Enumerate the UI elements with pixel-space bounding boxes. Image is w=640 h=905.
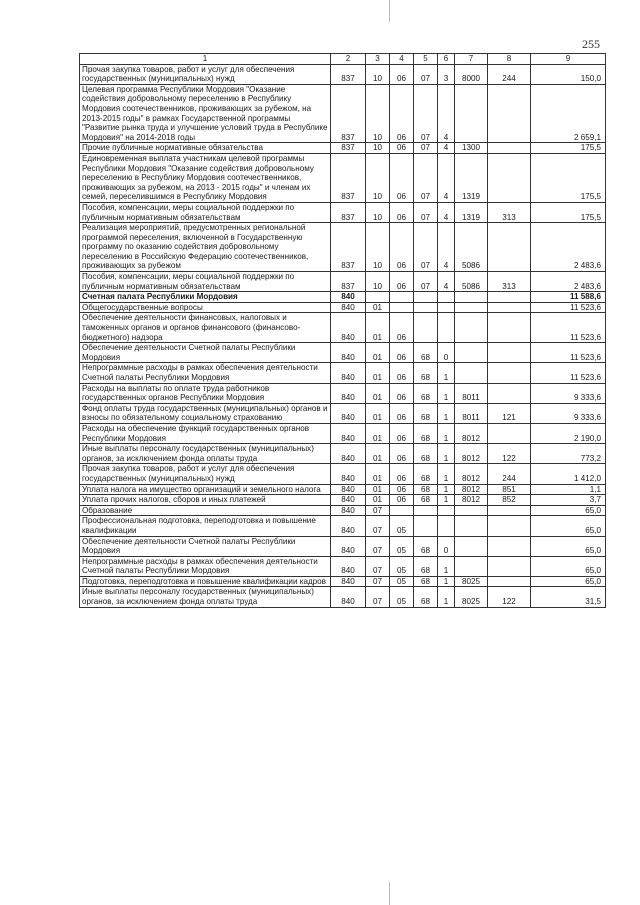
header-cell: 2 xyxy=(331,54,366,65)
table-row xyxy=(80,313,606,343)
col-8 xyxy=(488,153,531,202)
row-name: Уплата прочих налогов, сборов и иных платежей xyxy=(80,495,331,506)
col-8 xyxy=(488,363,531,383)
col-4: 06 xyxy=(390,383,414,403)
header-cell: 1 xyxy=(80,54,331,65)
col-8 xyxy=(488,343,531,363)
row-sum: 11 588,6 xyxy=(531,292,606,303)
col-7: 1319 xyxy=(455,153,488,202)
col-4: 06 xyxy=(390,153,414,202)
col-5: 68 xyxy=(414,464,438,484)
col-2: 837 xyxy=(331,143,366,154)
col-4 xyxy=(390,505,414,516)
col-8 xyxy=(488,292,531,303)
col-5: 68 xyxy=(414,363,438,383)
row-name: Пособия, компенсации, меры социальной поддержки по публичным нормативным обязательствам xyxy=(80,202,331,222)
col-5: 68 xyxy=(414,484,438,495)
col-3: 07 xyxy=(366,505,390,516)
col-3: 01 xyxy=(366,302,390,313)
col-6 xyxy=(438,292,455,303)
col-6: 1 xyxy=(438,464,455,484)
col-6: 1 xyxy=(438,444,455,464)
col-5: 68 xyxy=(414,536,438,556)
row-name: Прочие публичные нормативные обязательства xyxy=(80,143,331,154)
col-5: 68 xyxy=(414,556,438,576)
col-3: 01 xyxy=(366,423,390,443)
table-row xyxy=(80,383,606,403)
col-2: 840 xyxy=(331,302,366,313)
col-7: 8025 xyxy=(455,587,488,607)
table-row xyxy=(80,153,606,202)
col-8 xyxy=(488,223,531,272)
col-3: 01 xyxy=(366,464,390,484)
col-6: 1 xyxy=(438,403,455,423)
col-4: 06 xyxy=(390,495,414,506)
col-7: 8025 xyxy=(455,576,488,587)
table-row xyxy=(80,423,606,443)
col-7 xyxy=(455,505,488,516)
col-7 xyxy=(455,313,488,343)
col-2: 840 xyxy=(331,292,366,303)
page-number: 255 xyxy=(582,37,600,51)
col-5 xyxy=(414,313,438,343)
col-7: 8012 xyxy=(455,444,488,464)
col-8 xyxy=(488,313,531,343)
row-name: Иные выплаты персоналу государственных (муниципальных) органов, за исключением фонда оплаты труда xyxy=(80,587,331,607)
col-7: 8011 xyxy=(455,403,488,423)
col-2: 837 xyxy=(331,153,366,202)
row-sum: 65,0 xyxy=(531,536,606,556)
col-5: 07 xyxy=(414,223,438,272)
row-name: Образование xyxy=(80,505,331,516)
col-5: 68 xyxy=(414,403,438,423)
row-name: Непрограммные расходы в рамках обеспечения деятельности Счетной палаты Республики Мордовия xyxy=(80,363,331,383)
col-6: 1 xyxy=(438,556,455,576)
table-row xyxy=(80,556,606,576)
col-7 xyxy=(455,292,488,303)
row-sum: 175,5 xyxy=(531,153,606,202)
table-row xyxy=(80,292,606,303)
col-2: 837 xyxy=(331,272,366,292)
col-8: 121 xyxy=(488,403,531,423)
col-4: 06 xyxy=(390,363,414,383)
col-5: 07 xyxy=(414,202,438,222)
row-sum: 65,0 xyxy=(531,576,606,587)
col-3: 07 xyxy=(366,576,390,587)
row-sum: 11 523,6 xyxy=(531,343,606,363)
table-row xyxy=(80,484,606,495)
col-2: 837 xyxy=(331,64,366,84)
table-row xyxy=(80,536,606,556)
col-6: 4 xyxy=(438,84,455,143)
table-row xyxy=(80,464,606,484)
row-sum: 65,0 xyxy=(531,556,606,576)
col-3: 01 xyxy=(366,313,390,343)
col-5: 68 xyxy=(414,495,438,506)
col-6 xyxy=(438,313,455,343)
row-sum: 11 523,6 xyxy=(531,313,606,343)
col-2: 837 xyxy=(331,84,366,143)
col-2: 840 xyxy=(331,556,366,576)
row-sum: 9 333,6 xyxy=(531,403,606,423)
header-cell: 6 xyxy=(438,54,455,65)
col-7: 1300 xyxy=(455,143,488,154)
col-8 xyxy=(488,302,531,313)
col-2: 840 xyxy=(331,464,366,484)
col-3: 10 xyxy=(366,272,390,292)
col-8: 244 xyxy=(488,64,531,84)
col-5: 07 xyxy=(414,272,438,292)
col-3: 01 xyxy=(366,484,390,495)
col-8 xyxy=(488,383,531,403)
col-8 xyxy=(488,423,531,443)
col-5: 68 xyxy=(414,444,438,464)
col-4: 06 xyxy=(390,202,414,222)
row-name: Обеспечение деятельности финансовых, налоговых и таможенных органов и органов финансового (финансово-бюджетного) надзора xyxy=(80,313,331,343)
table-row xyxy=(80,576,606,587)
row-sum: 2 190,0 xyxy=(531,423,606,443)
col-3: 01 xyxy=(366,444,390,464)
row-name: Прочая закупка товаров, работ и услуг для обеспечения государственных (муниципальных) нужд xyxy=(80,64,331,84)
table-row xyxy=(80,587,606,607)
col-4: 06 xyxy=(390,272,414,292)
col-6 xyxy=(438,505,455,516)
scan-mark-top xyxy=(389,0,390,22)
table-row xyxy=(80,363,606,383)
row-name: Расходы на обеспечение функций государственных органов Республики Мордовия xyxy=(80,423,331,443)
row-sum: 1 412,0 xyxy=(531,464,606,484)
col-8: 313 xyxy=(488,272,531,292)
col-4 xyxy=(390,302,414,313)
header-cell: 3 xyxy=(366,54,390,65)
row-name: Обеспечение деятельности Счетной палаты Республики Мордовия xyxy=(80,536,331,556)
col-8: 122 xyxy=(488,587,531,607)
col-7 xyxy=(455,84,488,143)
col-5: 68 xyxy=(414,587,438,607)
col-5: 07 xyxy=(414,64,438,84)
col-2: 840 xyxy=(331,576,366,587)
col-4: 06 xyxy=(390,64,414,84)
col-2: 840 xyxy=(331,505,366,516)
col-8: 244 xyxy=(488,464,531,484)
col-3: 10 xyxy=(366,202,390,222)
col-7: 8000 xyxy=(455,64,488,84)
col-2: 840 xyxy=(331,587,366,607)
col-8 xyxy=(488,84,531,143)
col-6: 1 xyxy=(438,495,455,506)
col-2: 840 xyxy=(331,383,366,403)
col-7 xyxy=(455,556,488,576)
row-sum: 11 523,6 xyxy=(531,302,606,313)
col-3: 10 xyxy=(366,64,390,84)
col-6: 1 xyxy=(438,576,455,587)
col-3: 10 xyxy=(366,223,390,272)
row-sum: 175,5 xyxy=(531,143,606,154)
col-4: 05 xyxy=(390,536,414,556)
table-row xyxy=(80,505,606,516)
col-6: 1 xyxy=(438,423,455,443)
col-6: 1 xyxy=(438,383,455,403)
row-sum: 773,2 xyxy=(531,444,606,464)
col-4: 06 xyxy=(390,403,414,423)
col-6: 4 xyxy=(438,272,455,292)
col-6 xyxy=(438,302,455,313)
col-5 xyxy=(414,292,438,303)
row-name: Подготовка, переподготовка и повышение квалификации кадров xyxy=(80,576,331,587)
col-2: 840 xyxy=(331,313,366,343)
col-4: 05 xyxy=(390,556,414,576)
col-8 xyxy=(488,556,531,576)
row-name: Профессиональная подготовка, переподготовка и повышение квалификации xyxy=(80,516,331,536)
row-name: Счетная палата Республики Мордовия xyxy=(80,292,331,303)
row-name: Фонд оплаты труда государственных (муниципальных) органов и взносы по обязательному социальному страхованию xyxy=(80,403,331,423)
row-name: Расходы на выплаты по оплате труда работников государственных органов Республики Мордовия xyxy=(80,383,331,403)
col-2: 840 xyxy=(331,536,366,556)
table-row xyxy=(80,403,606,423)
col-3: 07 xyxy=(366,516,390,536)
col-8: 313 xyxy=(488,202,531,222)
col-5: 68 xyxy=(414,383,438,403)
col-7 xyxy=(455,516,488,536)
row-sum: 2 659,1 xyxy=(531,84,606,143)
row-name: Пособия, компенсации, меры социальной поддержки по публичным нормативным обязательствам xyxy=(80,272,331,292)
col-8: 852 xyxy=(488,495,531,506)
row-sum: 65,0 xyxy=(531,516,606,536)
col-3: 10 xyxy=(366,153,390,202)
col-7 xyxy=(455,536,488,556)
col-7 xyxy=(455,363,488,383)
header-cell: 4 xyxy=(390,54,414,65)
col-7 xyxy=(455,343,488,363)
col-4: 06 xyxy=(390,423,414,443)
col-2: 837 xyxy=(331,223,366,272)
row-sum: 9 333,6 xyxy=(531,383,606,403)
table-row xyxy=(80,302,606,313)
col-7: 8012 xyxy=(455,495,488,506)
table-row xyxy=(80,516,606,536)
row-name: Иные выплаты персоналу государственных (муниципальных) органов, за исключением фонда оплаты труда xyxy=(80,444,331,464)
col-3: 07 xyxy=(366,536,390,556)
col-3: 01 xyxy=(366,495,390,506)
col-2: 840 xyxy=(331,495,366,506)
row-sum: 2 483,6 xyxy=(531,223,606,272)
col-2: 840 xyxy=(331,343,366,363)
col-7: 8012 xyxy=(455,423,488,443)
col-4: 06 xyxy=(390,223,414,272)
table-row xyxy=(80,343,606,363)
col-8 xyxy=(488,516,531,536)
table-row xyxy=(80,202,606,222)
col-3: 01 xyxy=(366,383,390,403)
col-8 xyxy=(488,536,531,556)
row-sum: 65,0 xyxy=(531,505,606,516)
header-cell: 7 xyxy=(455,54,488,65)
row-name: Уплата налога на имущество организаций и земельного налога xyxy=(80,484,331,495)
col-5 xyxy=(414,516,438,536)
col-8: 851 xyxy=(488,484,531,495)
col-5: 68 xyxy=(414,423,438,443)
table-row xyxy=(80,495,606,506)
col-4: 05 xyxy=(390,516,414,536)
row-name: Общегосударственные вопросы xyxy=(80,302,331,313)
col-4: 06 xyxy=(390,464,414,484)
col-2: 837 xyxy=(331,202,366,222)
col-3: 01 xyxy=(366,403,390,423)
col-5: 07 xyxy=(414,153,438,202)
scan-mark-bottom xyxy=(389,882,390,905)
col-4: 05 xyxy=(390,576,414,587)
row-sum: 2 483,6 xyxy=(531,272,606,292)
row-sum: 150,0 xyxy=(531,64,606,84)
col-4: 06 xyxy=(390,84,414,143)
row-name: Реализация мероприятий, предусмотренных региональной программой переселения, включенной в Государственную программу по оказанию содействия добровольному переселению в Российскую Федерацию соотечественников, проживающих за рубежом xyxy=(80,223,331,272)
col-7: 5086 xyxy=(455,272,488,292)
row-name: Целевая программа Республики Мордовия "Оказание содействия добровольному переселению в Республику Мордовия соотечественников, проживающих за рубежом, на 2013-2015 годы" в рамках Государственной программы "Развитие рынка труда и улучшение условий труда в Республике Мордовия" на 2014-2018 годы xyxy=(80,84,331,143)
col-7: 8012 xyxy=(455,464,488,484)
col-3: 01 xyxy=(366,363,390,383)
col-3: 07 xyxy=(366,556,390,576)
col-2: 840 xyxy=(331,403,366,423)
col-2: 840 xyxy=(331,444,366,464)
col-5: 68 xyxy=(414,576,438,587)
col-2: 840 xyxy=(331,484,366,495)
col-5: 07 xyxy=(414,84,438,143)
row-sum: 31,5 xyxy=(531,587,606,607)
col-6: 4 xyxy=(438,223,455,272)
col-3: 01 xyxy=(366,343,390,363)
col-8 xyxy=(488,143,531,154)
col-6: 4 xyxy=(438,143,455,154)
col-8 xyxy=(488,576,531,587)
table-row xyxy=(80,143,606,154)
row-name: Обеспечение деятельности Счетной палаты Республики Мордовия xyxy=(80,343,331,363)
col-6 xyxy=(438,516,455,536)
header-cell: 8 xyxy=(488,54,531,65)
col-8 xyxy=(488,505,531,516)
col-5: 07 xyxy=(414,143,438,154)
col-6: 0 xyxy=(438,536,455,556)
table-row xyxy=(80,272,606,292)
col-8: 122 xyxy=(488,444,531,464)
col-2: 840 xyxy=(331,423,366,443)
col-4: 05 xyxy=(390,587,414,607)
col-4: 06 xyxy=(390,444,414,464)
table-row xyxy=(80,223,606,272)
col-4 xyxy=(390,292,414,303)
col-4: 06 xyxy=(390,343,414,363)
row-sum: 1,1 xyxy=(531,484,606,495)
col-6: 1 xyxy=(438,587,455,607)
col-3: 10 xyxy=(366,84,390,143)
col-7: 8011 xyxy=(455,383,488,403)
col-7: 8012 xyxy=(455,484,488,495)
table-row xyxy=(80,64,606,84)
budget-table xyxy=(79,53,606,608)
col-6: 4 xyxy=(438,202,455,222)
col-6: 1 xyxy=(438,484,455,495)
col-7: 1319 xyxy=(455,202,488,222)
header-cell: 5 xyxy=(414,54,438,65)
row-sum: 11 523,6 xyxy=(531,363,606,383)
col-2: 840 xyxy=(331,516,366,536)
col-3: 10 xyxy=(366,143,390,154)
col-3 xyxy=(366,292,390,303)
header-row xyxy=(80,54,606,65)
col-6: 1 xyxy=(438,363,455,383)
col-4: 06 xyxy=(390,313,414,343)
table-row xyxy=(80,444,606,464)
row-sum: 3,7 xyxy=(531,495,606,506)
col-6: 4 xyxy=(438,153,455,202)
col-5: 68 xyxy=(414,343,438,363)
col-4: 06 xyxy=(390,143,414,154)
col-6: 3 xyxy=(438,64,455,84)
col-3: 07 xyxy=(366,587,390,607)
table-row xyxy=(80,84,606,143)
header-cell: 9 xyxy=(531,54,606,65)
col-5 xyxy=(414,302,438,313)
col-4: 06 xyxy=(390,484,414,495)
col-2: 840 xyxy=(331,363,366,383)
row-name: Непрограммные расходы в рамках обеспечения деятельности Счетной палаты Республики Мордовия xyxy=(80,556,331,576)
row-name: Прочая закупка товаров, работ и услуг для обеспечения государственных (муниципальных) нужд xyxy=(80,464,331,484)
col-7: 5086 xyxy=(455,223,488,272)
row-name: Единовременная выплата участникам целевой программы Республики Мордовия "Оказание содействия добровольному переселению в Республику Мордовия соотечественников, проживающих за рубежом, на 2013 - 2015 годы" и членам их семей, переселившимся в Республику Мордовия xyxy=(80,153,331,202)
col-5 xyxy=(414,505,438,516)
row-sum: 175,5 xyxy=(531,202,606,222)
col-7 xyxy=(455,302,488,313)
col-6: 0 xyxy=(438,343,455,363)
